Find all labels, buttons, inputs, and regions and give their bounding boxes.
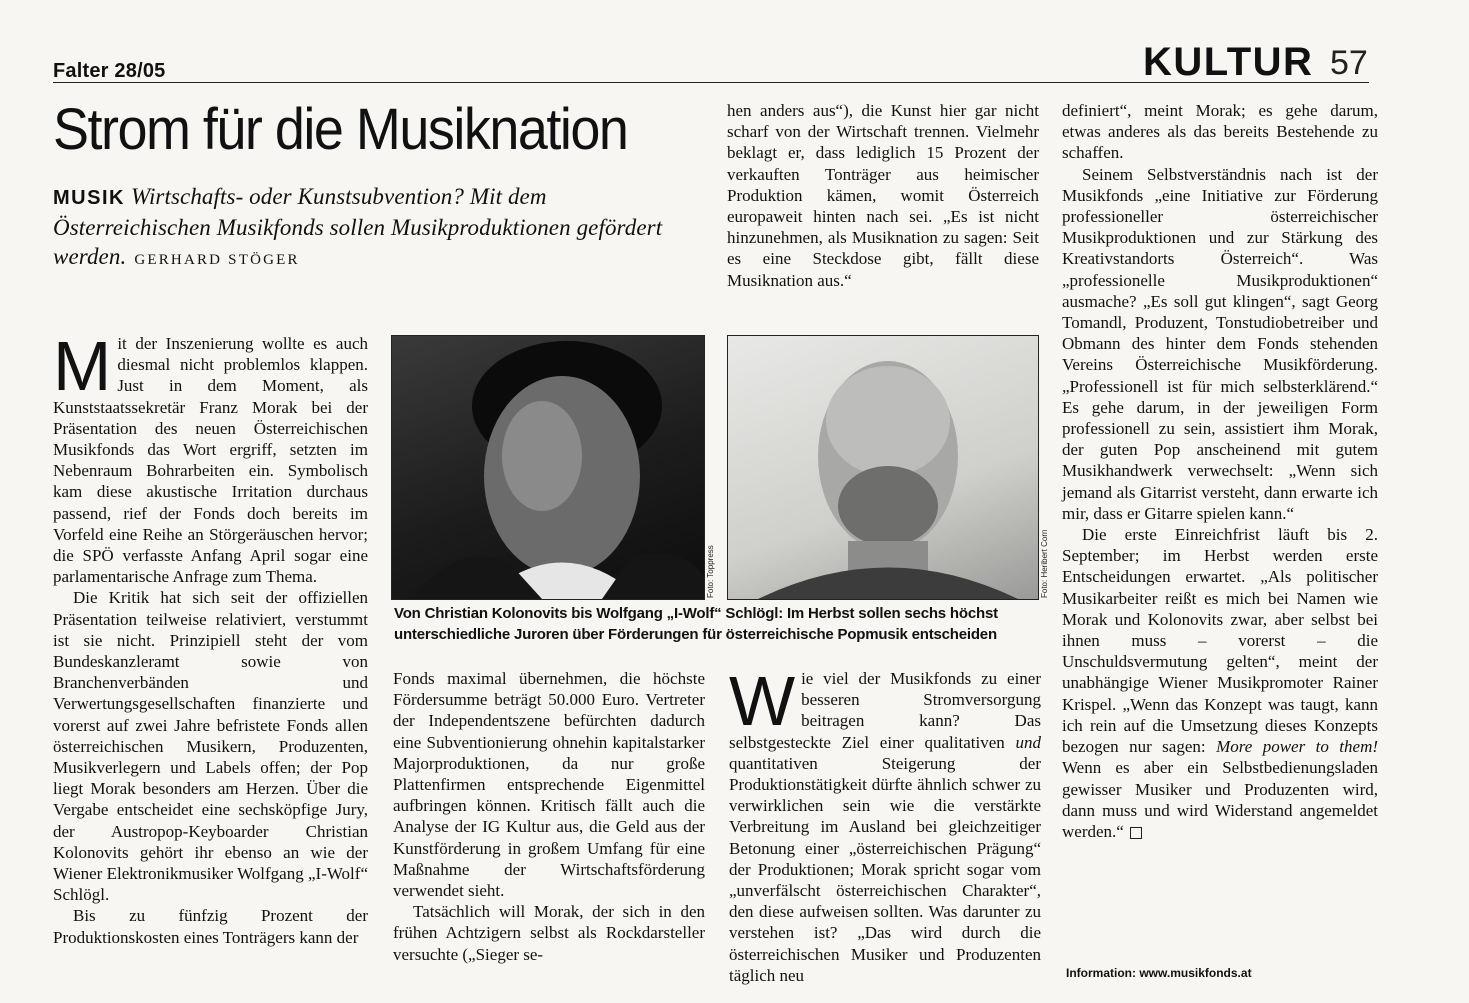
paragraph	[53, 327, 368, 587]
column-3-bottom	[729, 662, 1041, 986]
info-line: Information: www.musikfonds.at	[1066, 966, 1252, 980]
paragraph	[729, 662, 1041, 986]
page-number: 57	[1330, 44, 1368, 82]
masthead-rule	[53, 82, 1369, 83]
paragraph: hen anders aus“), die Kunst hier gar nicht scharf von der Wirtschaft trennen. Vielmehr beklagt er, dass lediglich 15 Prozent der verkauften Tonträger aus heimischer Produktion kämen, womit Österreich europaweit hinten nach sei. „Es ist nicht hinzunehmen, als Musiknation zu sagen: Seit es eine Steckdose gibt, fällt diese Musiknation aus.“	[727, 101, 1039, 290]
paragraph: definiert“, meint Morak; es gehe darum, etwas anderes als das bereits Bestehende zu schaffen.	[1062, 101, 1378, 163]
paragraph: Fonds maximal übernehmen, die höchste Fördersumme beträgt 50.000 Euro. Vertreter der Independentszene befürchten dadurch eine Subventionierung ohnehin kapitalstarker Majorproduktionen, da nur große Plattenfirmen entsprechende Eigenmittel aufbringen können. Kritisch fällt auch die Analyse der IG Kultur aus, die Geld aus der Kunstförderung in großem Umfang für eine Maßnahme der Wirtschaftsförderung verwendet sieht.	[393, 669, 705, 901]
paragraph-text: Die erste Einreichfrist läuft bis 2. September; im Herbst werden erste Entscheidungen erwartet. „Als politischer Musikarbeiter reißt es mich bei Namen wie Morak und Kolonovits zwar, aber selbst bei ihnen muss – vorerst – die Unschuldsvermutung gelten“, meint der unabhängige Wiener Musikpromoter Rainer Krispel. „Wenn das Konzept was taugt, kann ich rein auf die Umsetzung dieses Konzepts bezogen nur sagen:	[1062, 525, 1378, 757]
section-title: KULTUR	[1143, 40, 1314, 84]
deck-text: Wirtschafts- oder Kunstsubvention? Mit dem Österreichischen Musikfonds sollen Musikproduktionen gefördert werden.	[53, 184, 663, 269]
headline: Strom für die Musiknation	[53, 97, 628, 162]
emphasis: und	[1015, 732, 1041, 752]
photo-credit-right: Foto: Heribert Corn	[1040, 529, 1049, 598]
photo-credit-left: Foto: Toppress	[706, 545, 715, 598]
author: GERHARD STÖGER	[134, 252, 300, 268]
paragraph: Die Kritik hat sich seit der offiziellen Präsentation teilweise relativiert, verstummt ist sie nicht. Prinzipiell steht der vom Bundeskanzleramt sowie von Branchenverbänden und Verwertungsgesellschaften finanzierte und vorerst auf zwei Jahre befristete Fonds allen österreichischen Musikern, Produzenten, Musikverlegern und Labels offen; der Pop liegt Morak besonders am Herzen. Über die Vergabe entscheidet eine sechsköpfige Jury, der Austropop-Keyboarder Christian Kolonovits gehört ihr ebenso an wie der Wiener Elektronikmusiker Wolfgang „I-Wolf“ Schlögl.	[53, 588, 368, 905]
photo-caption: Von Christian Kolonovits bis Wolfgang „I-Wolf“ Schlögl: Im Herbst sollen sechs höchst unterschiedliche Juroren über Förderungen für österreichische Popmusik entscheiden	[394, 605, 998, 643]
dropcap: W	[729, 662, 796, 740]
photo-kolonovits	[391, 335, 705, 600]
issue-label: Falter 28/05	[53, 60, 166, 82]
paragraph: Bis zu fünfzig Prozent der Produktionskosten eines Tonträgers kann der	[53, 906, 368, 947]
paragraph-text: it der Inszenierung wollte es auch diesmal nicht problemlos klappen. Just in dem Moment, als Kunststaatssekretär Franz Morak bei der Präsentation des neuen Österreichischen Musikfonds das Wort ergriff, setzten im Nebenraum Bohrarbeiten ein. Symbolisch kam diese akustische Irritation durchaus passend, rief der Fonds doch bereits im Vorfeld eine Reihe an Störgeräuschen hervor; die SPÖ verfasste Anfang April sogar eine parlamentarische Anfrage zum Thema.	[53, 334, 368, 587]
portrait-illustration	[392, 336, 704, 599]
dropcap: M	[53, 327, 112, 405]
paragraph	[1062, 524, 1378, 842]
paragraph: Tatsächlich will Morak, der sich in den frühen Achtzigern selbst als Rockdarsteller versuchte („Sieger se-	[393, 902, 705, 964]
column-2	[393, 668, 705, 965]
column-1	[53, 327, 368, 948]
deck	[53, 182, 663, 275]
emphasis: More power to them!	[1216, 737, 1379, 757]
portrait-illustration	[728, 336, 1038, 599]
paragraph-text: ie viel der Musikfonds zu einer besseren Stromversorgung beitragen kann? Das selbstgesteckte Ziel einer qualitativen	[729, 669, 1041, 752]
paragraph: Seinem Selbstverständnis nach ist der Musikfonds „eine Initiative zur Förderung professioneller österreichischer Musikproduktionen und zur Stärkung des Kreativstandorts Österreich“. Was „professionelle Musikproduktionen“ ausmache? „Es soll gut klingen“, sagt Georg Tomandl, Produzent, Tonstudiobetreiber und Obmann des hinter dem Fonds stehenden Vereins Österreichische Musikförderung. „Professionell ist für mich selbsterklärend.“ Es gehe darum, in der jeweiligen Form professionell zu sein, assistiert ihm Morak, der guten Pop anscheinend mit gutem Musikhandwerk verwechselt: „Wenn sich jemand als Gitarrist versteht, dann erwarte ich mir, dass er Gitarre spielen kann.“	[1062, 164, 1378, 523]
kicker: MUSIK	[53, 187, 125, 209]
end-mark-icon	[1130, 827, 1142, 839]
paragraph-text: Wenn es aber ein Selbstbedienungsladen gewisser Musiker und Produzenten wird, dann muss und wird Widerstand angemeldet werden.“	[1062, 758, 1378, 841]
paragraph-text: quantitativen Steigerung der Produktionstätigkeit dürfte ähnlich schwer zu verwirklichen sein wie die verstärkte Verbreitung im Ausland bei gleichzeitiger Betonung einer „österreichischen Prägung“ der Produktionen; Morak spricht sogar vom „unverfälscht österreichischen Charakter“, den diese aufweisen sollten. Was darunter zu verstehen ist? „Das wird durch die österreichischen Musiker und Produzenten täglich neu	[729, 753, 1041, 985]
column-3-top	[727, 100, 1039, 291]
column-4	[1062, 100, 1378, 842]
photo-schloegl	[727, 335, 1039, 600]
